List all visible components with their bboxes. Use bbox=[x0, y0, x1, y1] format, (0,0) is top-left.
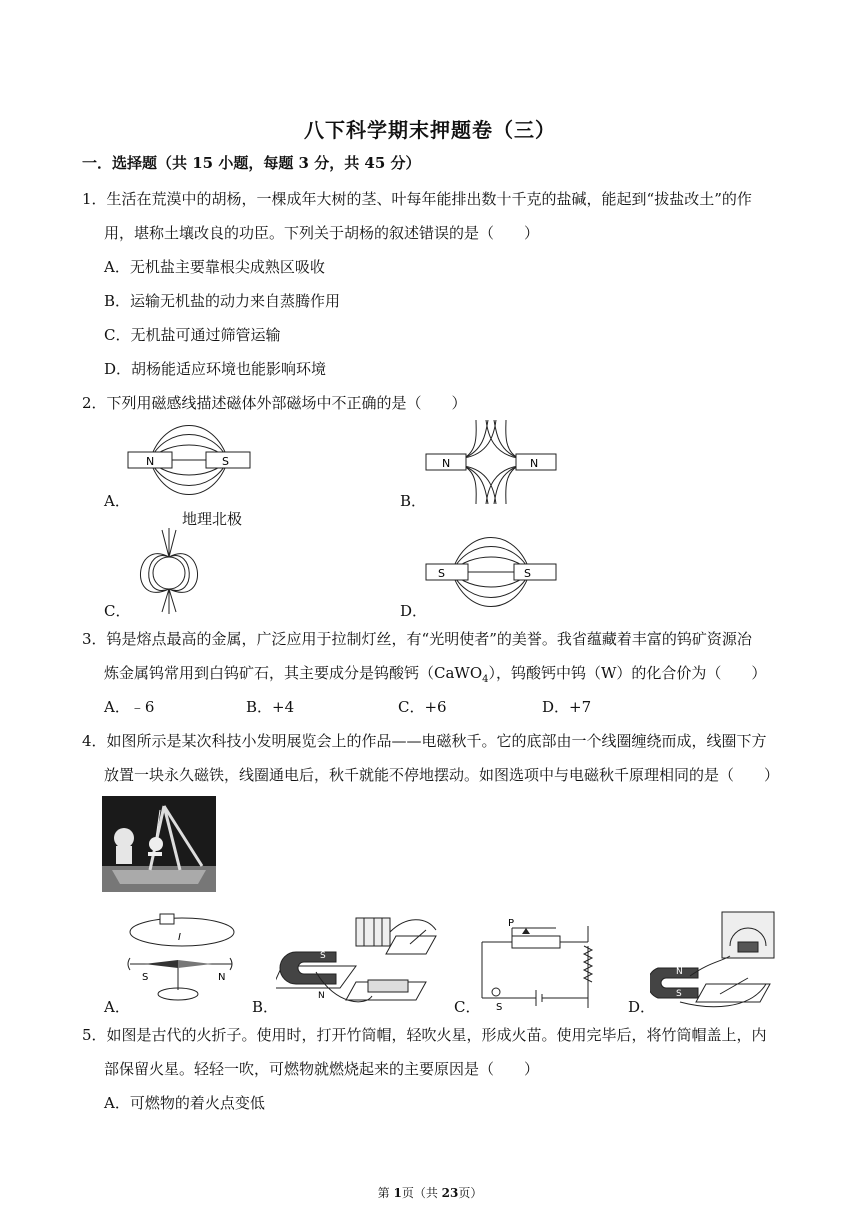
q2-a-pole-n: N bbox=[146, 455, 155, 468]
q4-b-pole-n: N bbox=[318, 991, 325, 1001]
q3-option-b: B．+4 bbox=[246, 698, 295, 716]
page-title: 八下科学期末押题卷（三） bbox=[304, 118, 556, 142]
q4-label-a: A． bbox=[104, 998, 130, 1016]
q2-b-pole-left: N bbox=[442, 457, 451, 470]
footer-suffix: 页） bbox=[458, 1186, 483, 1200]
q2-label-a: A． bbox=[104, 492, 130, 510]
q2-label-b: B． bbox=[400, 492, 427, 510]
q2-a-pole-s: S bbox=[222, 455, 229, 468]
q3-stem-line2-b: ），钨酸钙中钨（W）的化合价为（ ） bbox=[488, 664, 767, 682]
q4-a-pole-n: N bbox=[218, 972, 226, 983]
q2-earth-label: 地理北极 bbox=[182, 510, 243, 528]
q2-figure-a bbox=[124, 418, 254, 502]
q2-d-pole-right: S bbox=[524, 567, 531, 580]
q4-figure-a bbox=[120, 906, 240, 1010]
section-heading: 一．选择题（共 15 小题，每题 3 分，共 45 分） bbox=[82, 154, 421, 172]
q3-stem-line2-a: 炼金属钨常用到白钨矿石，其主要成分是钨酸钙（CaWO bbox=[104, 664, 483, 682]
q4-stem-line1: 4．如图所示是某次科技小发明展览会上的作品——电磁秋千。它的底部由一个线圈缠绕而成，线圈下方 bbox=[82, 732, 767, 750]
q2-b-pole-right: N bbox=[530, 457, 539, 470]
footer-page-number: 1 bbox=[393, 1186, 402, 1200]
q2-d-pole-left: S bbox=[438, 567, 445, 580]
q5-stem-line1: 5．如图是古代的火折子。使用时，打开竹筒帽，轻吹火星，形成火苗。使用完毕后，将竹筒帽盖上，内 bbox=[82, 1026, 767, 1044]
q2-figure-c bbox=[124, 528, 214, 614]
q4-a-current: I bbox=[178, 932, 181, 943]
q4-c-label-p: P bbox=[508, 918, 515, 929]
q3-option-d: D．+7 bbox=[542, 698, 592, 716]
q1-stem-line1: 1．生活在荒漠中的胡杨，一棵成年大树的茎、叶每年能排出数十千克的盐碱，能起到“拔盐改土”的作 bbox=[82, 190, 752, 208]
q3-option-c: C．+6 bbox=[398, 698, 447, 716]
q4-swing-photo bbox=[102, 796, 216, 892]
footer-prefix: 第 bbox=[377, 1186, 394, 1200]
q1-option-a: A．无机盐主要靠根尖成熟区吸收 bbox=[104, 258, 325, 276]
q2-figure-d bbox=[424, 530, 558, 614]
q4-label-c: C． bbox=[454, 998, 481, 1016]
q3-stem-line1: 3．钨是熔点最高的金属，广泛应用于拉制灯丝，有“光明使者”的美誉。我省蕴藏着丰富的钨矿资源冶 bbox=[82, 630, 752, 648]
q5-option-a: A．可燃物的着火点变低 bbox=[104, 1094, 265, 1112]
q4-figure-b bbox=[276, 906, 442, 1010]
q2-stem: 2．下列用磁感线描述磁体外部磁场中不正确的是（ ） bbox=[82, 394, 467, 412]
q1-option-d: D．胡杨能适应环境也能影响环境 bbox=[104, 360, 327, 378]
footer-total-pages: 23 bbox=[441, 1186, 459, 1200]
q1-option-c: C．无机盐可通过筛管运输 bbox=[104, 326, 281, 344]
q1-option-b: B．运输无机盐的动力来自蒸腾作用 bbox=[104, 292, 341, 310]
q2-figure-b bbox=[424, 420, 558, 504]
q4-label-d: D． bbox=[628, 998, 656, 1016]
q4-label-b: B． bbox=[252, 998, 279, 1016]
q3-stem-line2 bbox=[104, 662, 766, 685]
q1-stem-line2: 用，堪称土壤改良的功臣。下列关于胡杨的叙述错误的是（ ） bbox=[104, 224, 540, 242]
q3-option-a: A．﹣6 bbox=[104, 698, 155, 716]
q2-label-c: C． bbox=[104, 602, 131, 620]
page-footer bbox=[0, 1184, 860, 1201]
q4-d-pole-n: N bbox=[676, 967, 683, 977]
q4-d-pole-s: S bbox=[676, 989, 682, 999]
q4-b-pole-s: S bbox=[320, 951, 326, 961]
q3-subscript: 4 bbox=[482, 674, 489, 685]
q2-label-d: D． bbox=[400, 602, 428, 620]
q4-a-pole-s: S bbox=[142, 972, 149, 983]
q4-stem-line2: 放置一块永久磁铁，线圈通电后，秋千就能不停地摆动。如图选项中与电磁秋千原理相同的是（ ） bbox=[104, 766, 780, 784]
q5-stem-line2: 部保留火星。轻轻一吹，可燃物就燃烧起来的主要原因是（ ） bbox=[104, 1060, 540, 1078]
footer-mid: 页（共 bbox=[401, 1186, 442, 1200]
q4-figure-d bbox=[650, 906, 780, 1010]
q4-c-label-s: S bbox=[496, 1002, 503, 1012]
q4-figure-c bbox=[476, 916, 606, 1012]
